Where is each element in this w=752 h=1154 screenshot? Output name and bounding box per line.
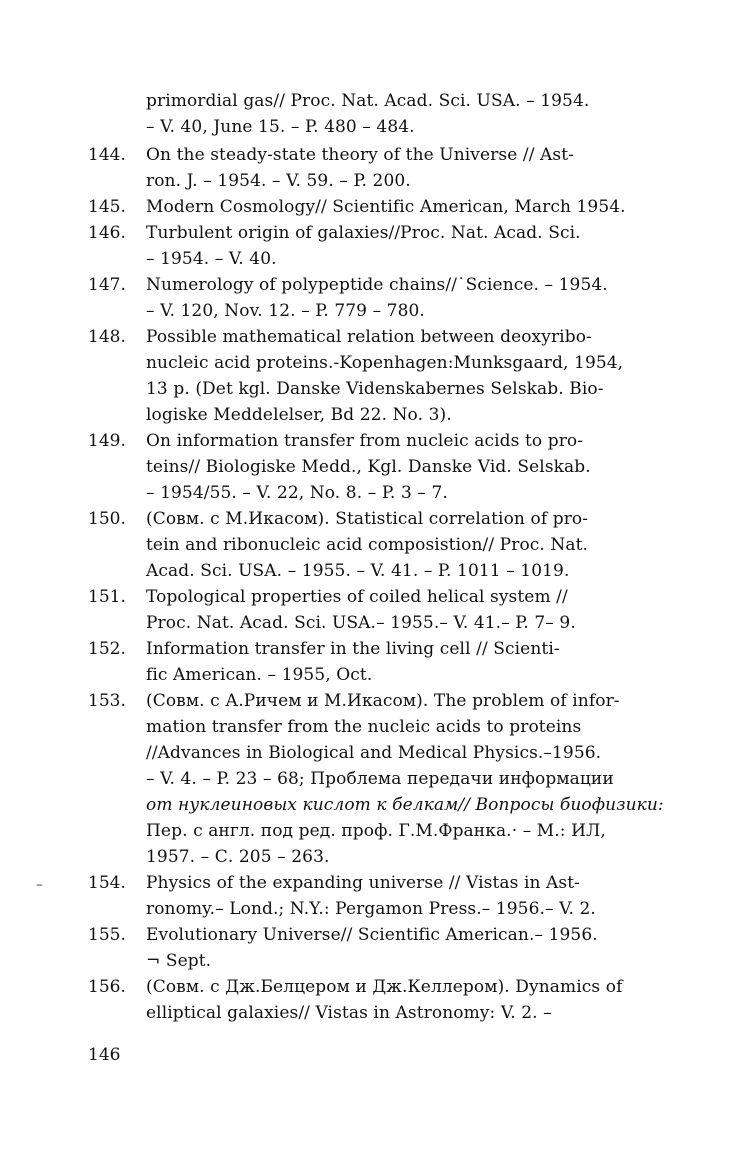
- continued-reference: [146, 88, 686, 140]
- reference-number: 146.: [88, 223, 126, 243]
- reference-number: 147.: [88, 275, 126, 295]
- reference-line: от нуклеиновых кислот к белкам// Вопросы биофизики:: [146, 795, 664, 815]
- reference-number: 154.: [88, 873, 126, 893]
- reference-154: [88, 870, 688, 922]
- reference-line: 13 p. (Det kgl. Danske Videnskabernes Selskab. Bio-: [146, 379, 604, 399]
- reference-line: nucleic acid proteins.-Kopenhagen:Munksgaard, 1954,: [146, 353, 624, 373]
- reference-number: 148.: [88, 327, 126, 347]
- reference-line: teins// Biologiske Medd., Kgl. Danske Vid. Selskab.: [146, 457, 591, 477]
- reference-line: fic American. – 1955, Oct.: [146, 665, 373, 685]
- reference-line: ron. J. – 1954. – V. 59. – P. 200.: [146, 171, 411, 191]
- reference-144: [88, 142, 688, 194]
- reference-line: On information transfer from nucleic acids to pro-: [146, 431, 584, 451]
- reference-line: (Совм. с Дж.Белцером и Дж.Келлером). Dynamics of: [146, 977, 623, 997]
- reference-line: Physics of the expanding universe // Vistas in Ast-: [146, 873, 581, 893]
- reference-153: [88, 688, 688, 870]
- reference-line: Proc. Nat. Acad. Sci. USA.– 1955.– V. 41.– P. 7– 9.: [146, 613, 576, 633]
- reference-number: 144.: [88, 145, 126, 165]
- continued-line-2: – V. 40, June 15. – P. 480 – 484.: [146, 117, 415, 137]
- page-number: 146: [88, 1045, 121, 1065]
- reference-line: Numerology of polypeptide chains//˙Science. – 1954.: [146, 275, 608, 295]
- reference-151: [88, 584, 688, 636]
- reference-line: Evolutionary Universe// Scientific American.– 1956.: [146, 925, 598, 945]
- reference-line: tein and ribonucleic acid composistion// Proc. Nat.: [146, 535, 589, 555]
- reference-146: [88, 220, 688, 272]
- reference-list: [88, 142, 688, 1026]
- reference-150: [88, 506, 688, 584]
- reference-number: 150.: [88, 509, 126, 529]
- continued-line-1: primordial gas// Proc. Nat. Acad. Sci. USA. – 1954.: [146, 91, 590, 111]
- reference-155: [88, 922, 688, 974]
- reference-line: (Совм. с А.Ричем и М.Икасом). The problem of infor-: [146, 691, 620, 711]
- reference-line: //Advances in Biological and Medical Physics.–1956.: [146, 743, 602, 763]
- reference-line: Acad. Sci. USA. – 1955. – V. 41. – P. 1011 – 1019.: [146, 561, 570, 581]
- reference-line: elliptical galaxies// Vistas in Astronomy: V. 2. –: [146, 1003, 552, 1023]
- reference-line: – 1954. – V. 40.: [146, 249, 277, 269]
- reference-147: [88, 272, 688, 324]
- reference-line: ¬ Sept.: [146, 951, 212, 971]
- reference-152: [88, 636, 688, 688]
- reference-line: mation transfer from the nucleic acids to proteins: [146, 717, 582, 737]
- reference-number: 145.: [88, 197, 126, 217]
- reference-line: Information transfer in the living cell // Scienti-: [146, 639, 560, 659]
- reference-number: 155.: [88, 925, 126, 945]
- reference-line: Possible mathematical relation between deoxyribo-: [146, 327, 592, 347]
- reference-149: [88, 428, 688, 506]
- reference-number: 156.: [88, 977, 126, 997]
- reference-line: Turbulent origin of galaxies//Proc. Nat. Acad. Sci.: [146, 223, 581, 243]
- reference-number: 153.: [88, 691, 126, 711]
- reference-156: [88, 974, 688, 1026]
- reference-number: 152.: [88, 639, 126, 659]
- reference-line: – V. 120, Nov. 12. – P. 779 – 780.: [146, 301, 425, 321]
- reference-line: Topological properties of coiled helical system //: [146, 587, 568, 607]
- reference-line: Modern Cosmology// Scientific American, March 1954.: [146, 197, 626, 217]
- reference-145: [88, 194, 688, 220]
- margin-mark: –: [36, 877, 43, 893]
- reference-line: On the steady-state theory of the Universe // Ast-: [146, 145, 575, 165]
- reference-number: 149.: [88, 431, 126, 451]
- reference-line: – 1954/55. – V. 22, No. 8. – P. 3 – 7.: [146, 483, 448, 503]
- reference-line: – V. 4. – P. 23 – 68; Проблема передачи информации: [146, 769, 614, 789]
- reference-148: [88, 324, 688, 428]
- reference-line: (Совм. с М.Икасом). Statistical correlation of pro-: [146, 509, 589, 529]
- reference-line: 1957. – С. 205 – 263.: [146, 847, 330, 867]
- reference-line: logiske Meddelelser, Bd 22. No. 3).: [146, 405, 452, 425]
- reference-line: Пер. с англ. под ред. проф. Г.М.Франка.· – М.: ИЛ,: [146, 821, 606, 841]
- reference-number: 151.: [88, 587, 126, 607]
- reference-line: ronomy.– Lond.; N.Y.: Pergamon Press.– 1956.– V. 2.: [146, 899, 596, 919]
